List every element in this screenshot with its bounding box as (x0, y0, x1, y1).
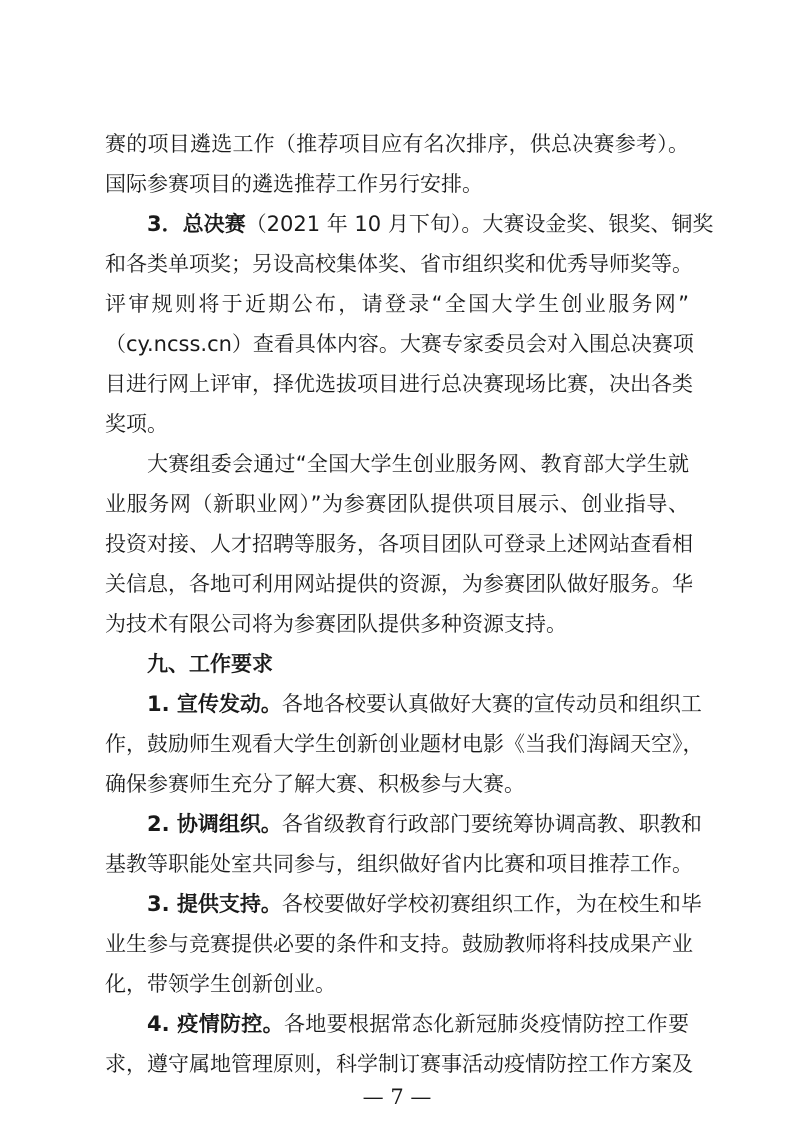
body-line: 业服务网（新职业网）”为参赛团队提供项目展示、创业指导、 (105, 492, 689, 516)
body-line: 关信息，各地可利用网站提供的资源，为参赛团队做好服务。华 (105, 572, 693, 596)
body-line: 为技术有限公司将为参赛团队提供多种资源支持。 (105, 612, 567, 636)
body-line: 评审规则将于近期公布，请登录“全国大学生创业服务网” (105, 292, 689, 316)
page-number: — 7 — (362, 1085, 432, 1109)
body-line: 和各类单项奖；另设高校集体奖、省市组织奖和优秀导师奖等。 (105, 252, 693, 276)
item-keyword: 4. 疫情防控。 (147, 1012, 284, 1036)
body-line: 基教等职能处室共同参与，组织做好省内比赛和项目推荐工作。 (105, 852, 693, 876)
body-line: 确保参赛师生充分了解大赛、积极参与大赛。 (105, 772, 525, 796)
body-line: 化，带领学生创新创业。 (105, 972, 336, 996)
body-line: 奖项。 (105, 412, 168, 436)
item-keyword: 3．总决赛 (147, 212, 246, 236)
body-line: 1. 宣传发动。各地各校要认真做好大赛的宣传动员和组织工 (147, 692, 702, 716)
item-keyword: 2. 协调组织。 (147, 812, 282, 836)
body-line: 业生参与竞赛提供必要的条件和支持。鼓励教师将科技成果产业 (105, 932, 693, 956)
body-line: 目进行网上评审，择优选拔项目进行总决赛现场比赛，决出各类 (105, 372, 693, 396)
body-line: 国际参赛项目的遴选推荐工作另行安排。 (105, 172, 483, 196)
item-keyword: 3. 提供支持。 (147, 892, 282, 916)
body-line: 2. 协调组织。各省级教育行政部门要统筹协调高教、职教和 (147, 812, 702, 836)
body-line: 作，鼓励师生观看大学生创新创业题材电影《当我们海阔天空》， (105, 732, 704, 756)
body-line: 4. 疫情防控。各地要根据常态化新冠肺炎疫情防控工作要 (147, 1012, 690, 1036)
body-line: 3．总决赛（2021 年 10 月下旬）。大赛设金奖、银奖、铜奖 (147, 212, 714, 236)
body-line: 求，遵守属地管理原则，科学制订赛事活动疫情防控工作方案及 (105, 1052, 693, 1076)
section-heading: 九、工作要求 (147, 652, 273, 676)
item-keyword: 1. 宣传发动。 (147, 692, 282, 716)
body-line: 投资对接、人才招聘等服务，各项目团队可登录上述网站查看相 (105, 532, 693, 556)
body-line: 3. 提供支持。各校要做好学校初赛组织工作，为在校生和毕 (147, 892, 702, 916)
body-line: （cy.ncss.cn）查看具体内容。大赛专家委员会对入围总决赛项 (105, 332, 694, 356)
body-line: 赛的项目遴选工作（推荐项目应有名次排序，供总决赛参考）。 (105, 132, 689, 156)
body-line: 大赛组委会通过“全国大学生创业服务网、教育部大学生就 (147, 452, 689, 476)
